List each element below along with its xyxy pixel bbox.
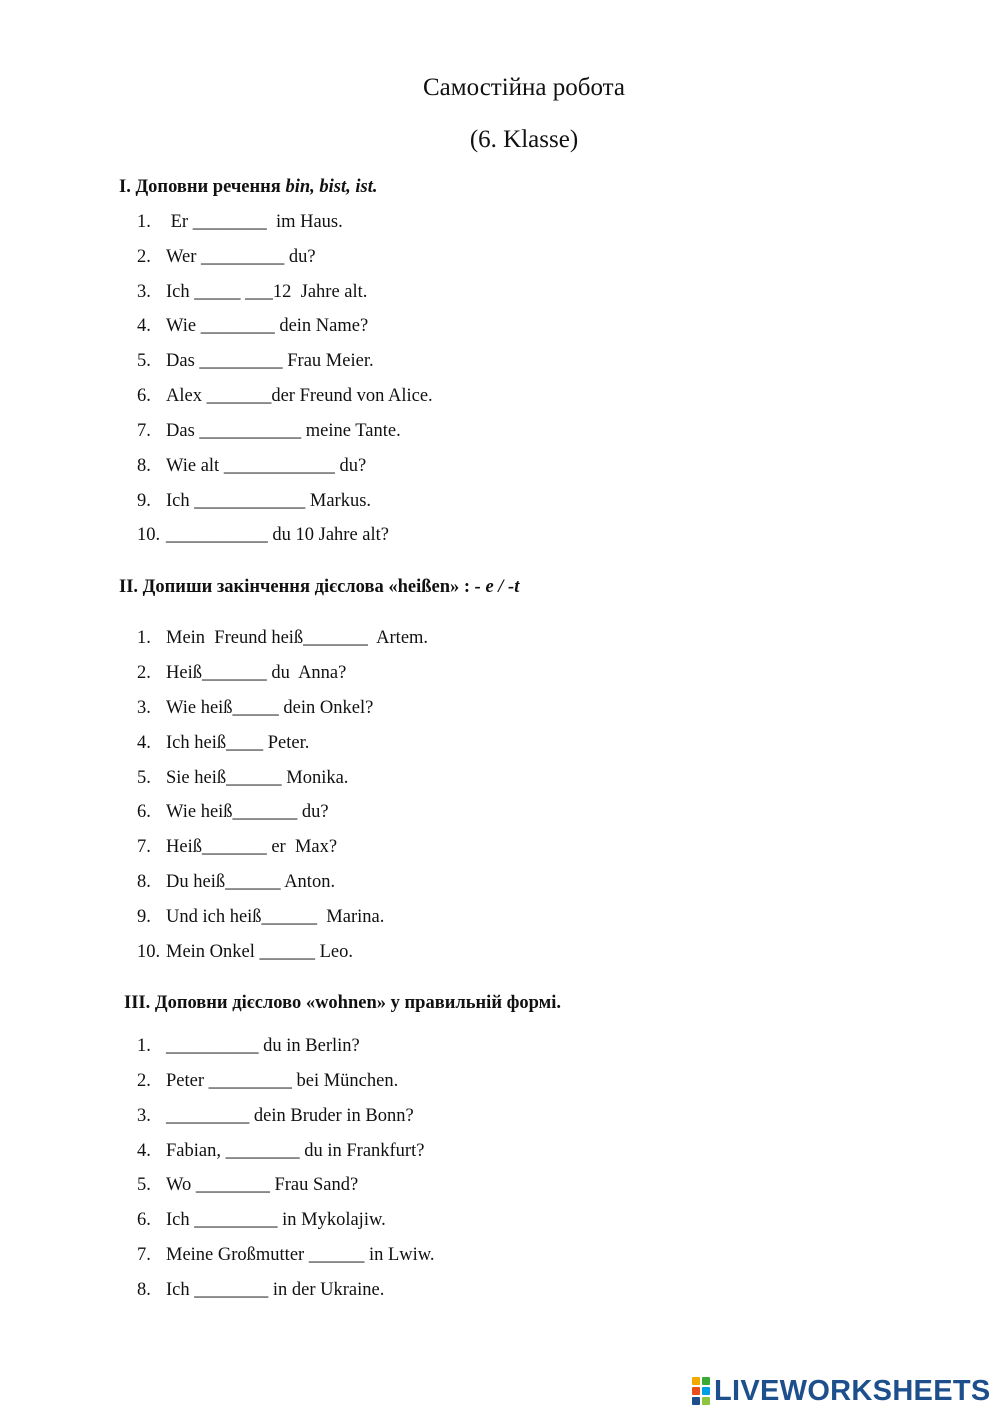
item-number: 7. bbox=[137, 1245, 151, 1265]
section-heading-1 bbox=[119, 176, 377, 198]
item-number: 6. bbox=[137, 386, 151, 406]
item-text: Wie ________ dein Name? bbox=[166, 316, 369, 336]
item-number: 2. bbox=[137, 247, 151, 267]
item-number: 2. bbox=[137, 1071, 151, 1091]
item-number: 4. bbox=[137, 1141, 151, 1161]
section-heading-2-italic: - e / -t bbox=[474, 577, 520, 597]
logo-tile bbox=[702, 1387, 710, 1395]
item-number: 3. bbox=[137, 1106, 151, 1126]
item-text: Heiß_______ er Max? bbox=[166, 837, 338, 857]
item-number: 8. bbox=[137, 1280, 151, 1300]
logo-grid-icon bbox=[692, 1377, 710, 1405]
item-number: 7. bbox=[137, 837, 151, 857]
item-number: 3. bbox=[137, 698, 151, 718]
item-text: Heiß_______ du Anna? bbox=[166, 663, 347, 683]
item-number: 2. bbox=[137, 663, 151, 683]
logo-wordmark: LIVEWORKSHEETS bbox=[714, 1375, 991, 1407]
item-number: 5. bbox=[137, 1175, 151, 1195]
item-number: 4. bbox=[137, 733, 151, 753]
item-text: Wie alt ____________ du? bbox=[166, 456, 367, 476]
logo-tile bbox=[692, 1387, 700, 1395]
item-number: 4. bbox=[137, 316, 151, 336]
item-text: Ich ____________ Markus. bbox=[166, 491, 372, 511]
item-number: 1. bbox=[137, 212, 151, 232]
section-heading-3-text: III. Доповни дієслово «wohnen» у правильній формі. bbox=[124, 993, 562, 1013]
logo-tile bbox=[692, 1397, 700, 1405]
item-text: _________ dein Bruder in Bonn? bbox=[166, 1106, 414, 1126]
logo-tile bbox=[702, 1377, 710, 1385]
item-number: 6. bbox=[137, 802, 151, 822]
item-text: Wie heiß_______ du? bbox=[166, 802, 329, 822]
section-heading-2 bbox=[119, 576, 519, 598]
item-text: Ich _____ ___12 Jahre alt. bbox=[166, 282, 368, 302]
item-number: 1. bbox=[137, 628, 151, 648]
item-number: 7. bbox=[137, 421, 151, 441]
section-heading-1-italic: bin, bist, ist. bbox=[285, 177, 378, 197]
logo-tile bbox=[692, 1377, 700, 1385]
item-number: 8. bbox=[137, 456, 151, 476]
item-text: Er ________ im Haus. bbox=[166, 212, 343, 232]
item-text: Meine Großmutter ______ in Lwiw. bbox=[166, 1245, 435, 1265]
page-title: Самостійна робота bbox=[422, 74, 625, 101]
item-number: 9. bbox=[137, 907, 151, 927]
item-text: Wie heiß_____ dein Onkel? bbox=[166, 698, 374, 718]
item-number: 5. bbox=[137, 768, 151, 788]
item-text: Peter _________ bei München. bbox=[166, 1071, 399, 1091]
item-text: Das _________ Frau Meier. bbox=[166, 351, 374, 371]
item-number: 10. bbox=[137, 525, 161, 545]
item-text: Du heiß______ Anton. bbox=[166, 872, 336, 892]
item-number: 9. bbox=[137, 491, 151, 511]
item-text: Und ich heiß______ Marina. bbox=[166, 907, 385, 927]
item-number: 5. bbox=[137, 351, 151, 371]
item-text: Sie heiß______ Monika. bbox=[166, 768, 349, 788]
item-number: 3. bbox=[137, 282, 151, 302]
item-text: Alex _______der Freund von Alice. bbox=[166, 386, 433, 406]
section-heading-2-text: II. Допиши закінчення дієслова «heißen» : bbox=[119, 577, 475, 597]
item-text: Mein Freund heiß_______ Artem. bbox=[166, 628, 429, 648]
item-number: 10. bbox=[137, 942, 161, 962]
item-text: Wo ________ Frau Sand? bbox=[166, 1175, 359, 1195]
item-number: 1. bbox=[137, 1036, 151, 1056]
section-heading-1-text: I. Доповни речення bbox=[119, 177, 286, 197]
liveworksheets-logo bbox=[692, 1374, 991, 1408]
page-subtitle: (6. Klasse) bbox=[469, 126, 579, 153]
item-number: 6. bbox=[137, 1210, 151, 1230]
item-text: Fabian, ________ du in Frankfurt? bbox=[166, 1141, 425, 1161]
item-text: Mein Onkel ______ Leo. bbox=[166, 942, 354, 962]
item-text: Das ___________ meine Tante. bbox=[166, 421, 401, 441]
item-text: Ich ________ in der Ukraine. bbox=[166, 1280, 385, 1300]
item-text: Ich _________ in Mykolajiw. bbox=[166, 1210, 386, 1230]
section-heading-3 bbox=[124, 992, 561, 1014]
item-text: ___________ du 10 Jahre alt? bbox=[166, 525, 389, 545]
item-number: 8. bbox=[137, 872, 151, 892]
item-text: Ich heiß____ Peter. bbox=[166, 733, 310, 753]
item-text: __________ du in Berlin? bbox=[166, 1036, 360, 1056]
item-text: Wer _________ du? bbox=[166, 247, 316, 267]
logo-tile bbox=[702, 1397, 710, 1405]
